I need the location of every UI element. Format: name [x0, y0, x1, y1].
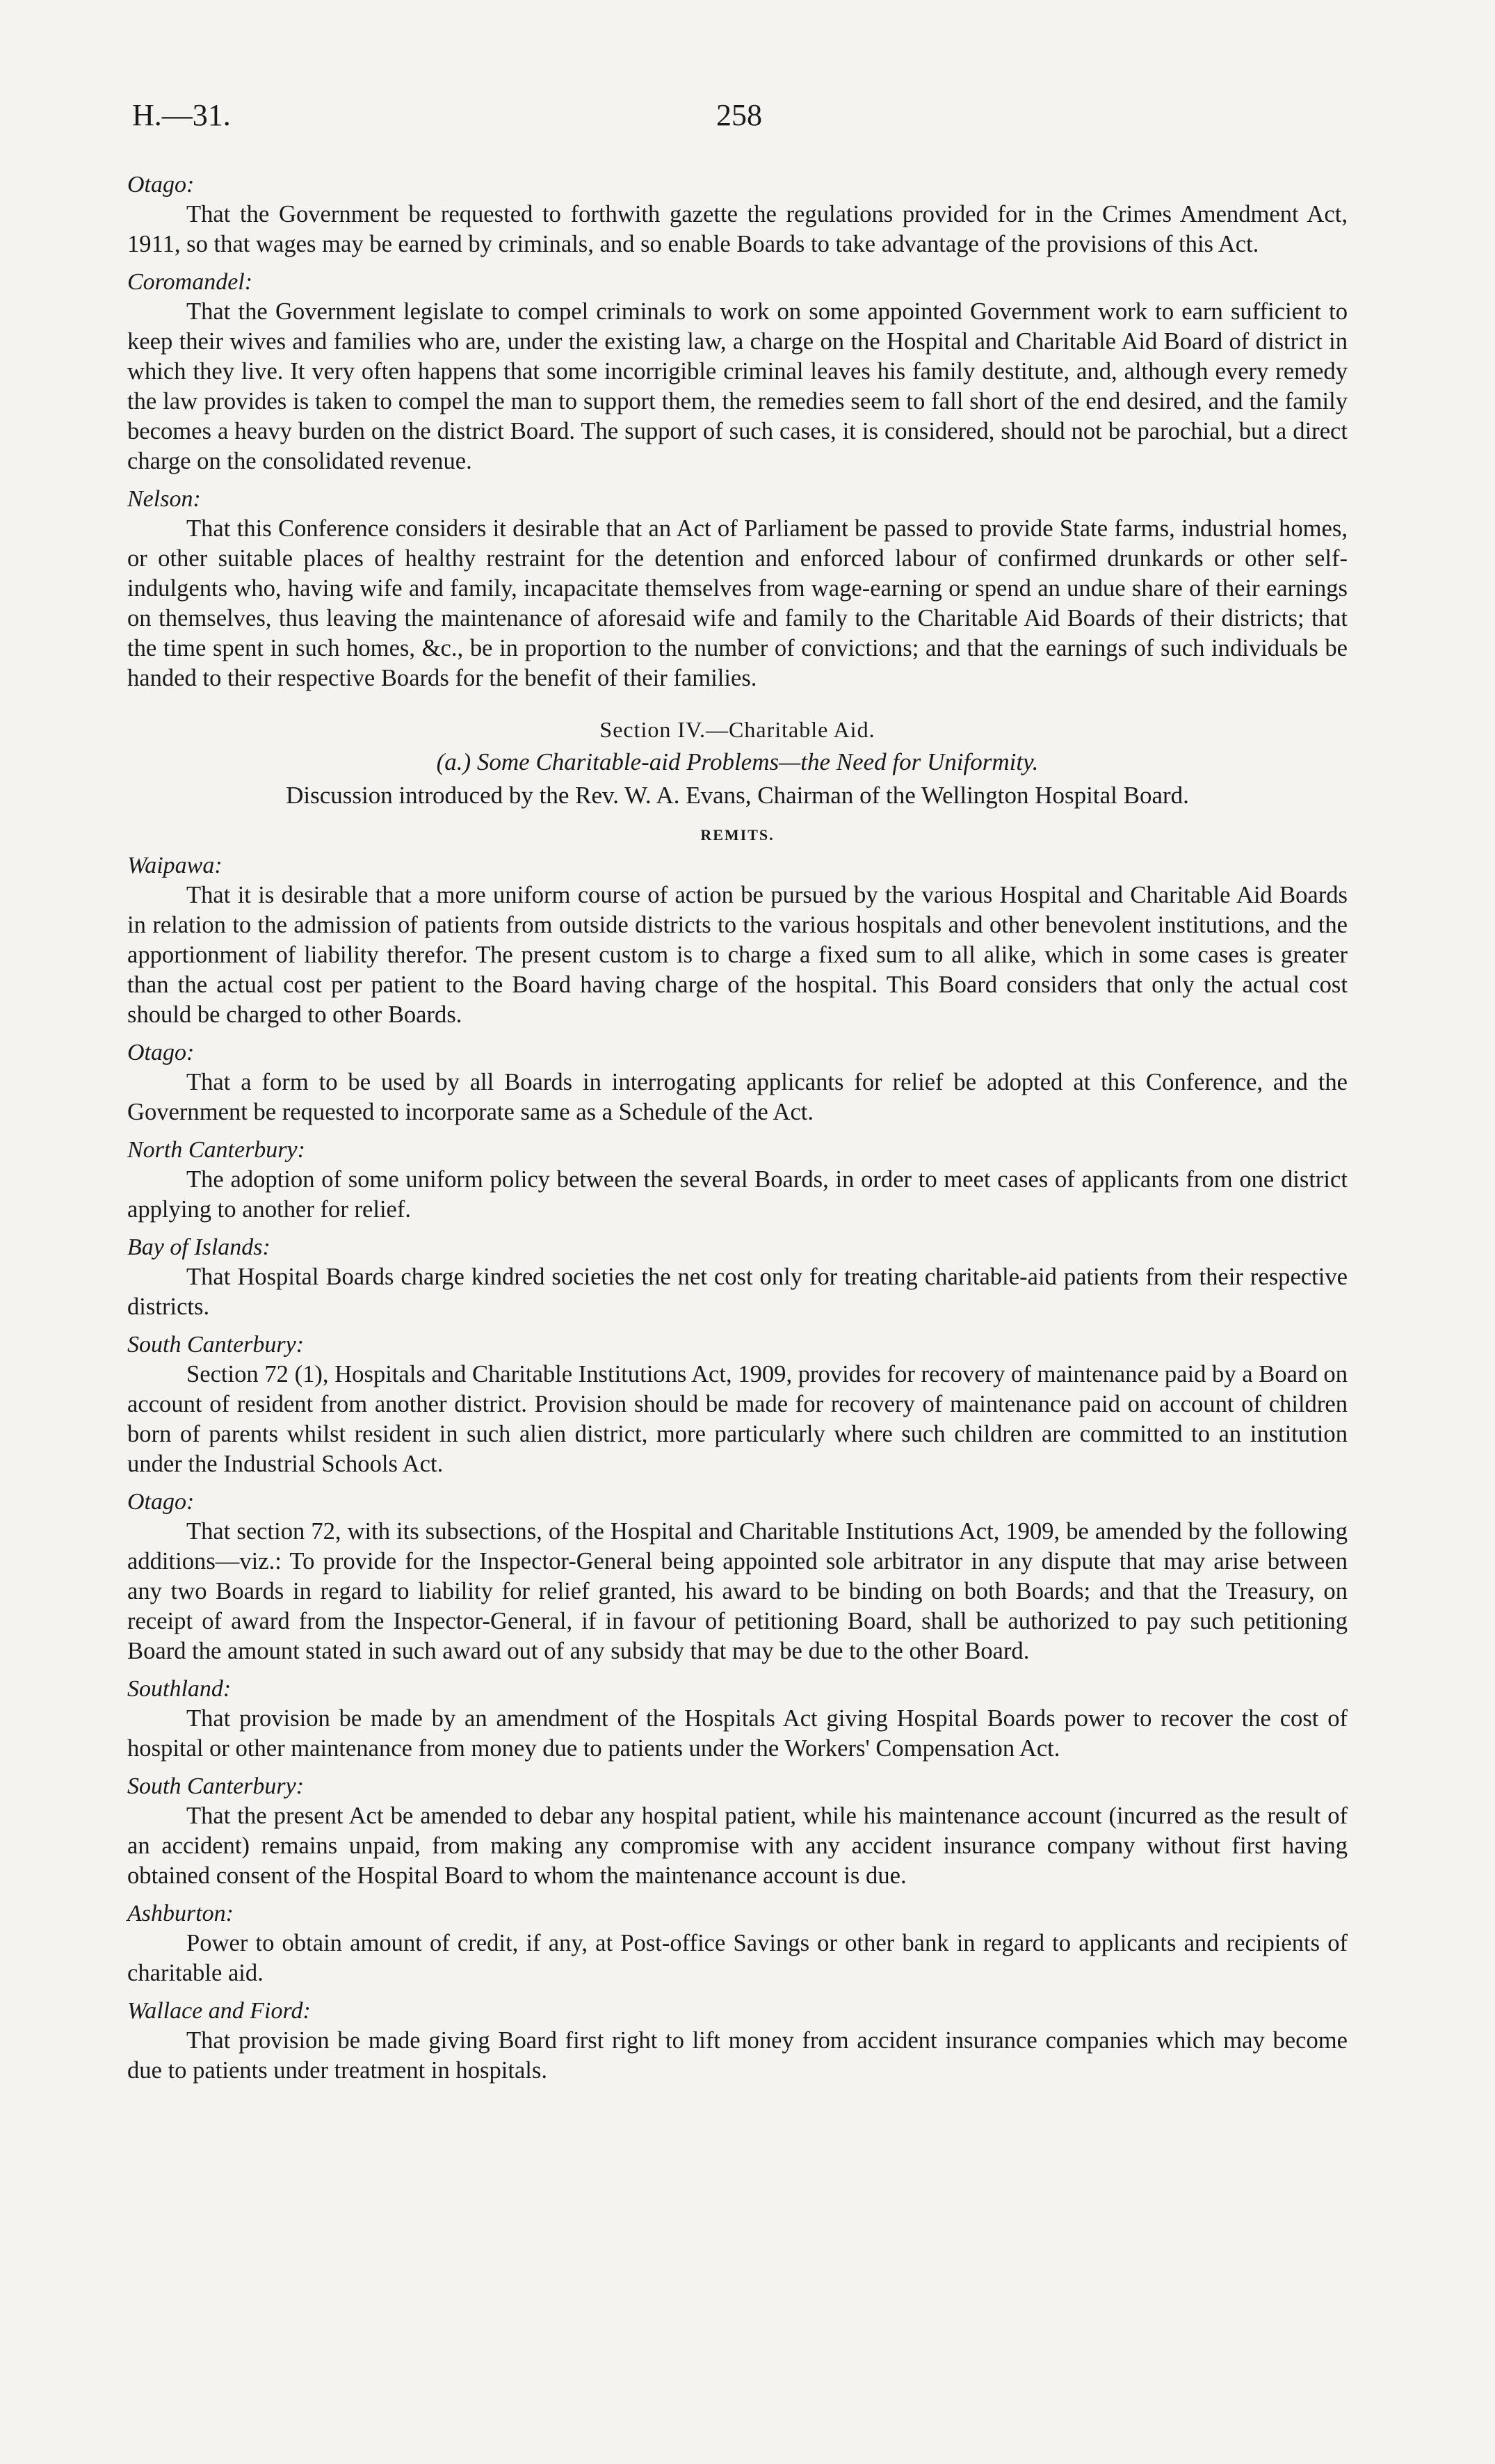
remit-source: Waipawa:: [127, 853, 223, 878]
remit-source: Nelson:: [127, 486, 201, 512]
remit-block: [127, 170, 1348, 259]
remit-source: Otago:: [127, 1040, 195, 1065]
remit-source: South Canterbury:: [127, 1332, 305, 1358]
remit-text: That this Conference considers it desirable that an Act of Parliament be passed to provide State farms, industrial homes, or other suitable places of healthy restraint for the detention and enforced labour of confirmed drunkards or other self-indulgents who, having wife and family, incapacitate themselves from wage-earning or spend an undue share of their earnings on themselves, thus leaving the maintenance of aforesaid wife and family to the Charitable Aid Boards of their districts; that the time spent in such homes, &c., be in proportion to the number of convictions; and that the earnings of such individuals be handed to their respective Boards for the benefit of their families.: [127, 515, 1348, 691]
remit-block: [127, 1038, 1348, 1127]
page-content: [127, 170, 1348, 2094]
remit-text: That it is desirable that a more uniform course of action be pursued by the various Hospital and Charitable Aid Boards in relation to the admission of patients from outside districts to the various hospitals and other benevolent institutions, and the apportionment of liability therefor. The present custom is to charge a fixed sum to all alike, which in some cases is greater than the actual cost per patient to the Board having charge of the hospital. This Board considers that only the actual cost should be charged to other Boards.: [127, 882, 1348, 1028]
remit-source: Bay of Islands:: [127, 1234, 270, 1260]
remit-text: Section 72 (1), Hospitals and Charitable Institutions Act, 1909, provides for recovery of maintenance paid by a Board on account of resident from another district. Provision should be made for recovery of maintenance paid on account of children born of parents whilst resident in such alien district, more particularly where such children are committed to an institution under the Industrial Schools Act.: [127, 1361, 1348, 1477]
remit-source: South Canterbury:: [127, 1773, 305, 1799]
remit-block: [127, 1772, 1348, 1891]
remit-text: That a form to be used by all Boards in interrogating applicants for relief be adopted at this Conference, and the Government be requested to incorporate same as a Schedule of the Act.: [127, 1069, 1348, 1125]
remit-source: Southland:: [127, 1676, 232, 1702]
remit-text: Power to obtain amount of credit, if any, at Post-office Savings or other bank in regard to applicants and recipients of charitable aid.: [127, 1930, 1348, 1986]
remit-text: That provision be made giving Board first right to lift money from accident insurance companies which may become due to patients under treatment in hospitals.: [127, 2027, 1348, 2084]
remit-block: [127, 1136, 1348, 1225]
remit-text: That the Government legislate to compel criminals to work on some appointed Government work to earn sufficient to keep their wives and families who are, under the existing law, a charge on the Hospital and Charitable Aid Board of district in which they live. It very often happens that some incorrigible criminal leaves his family destitute, and, although every remedy the law provides is taken to compel the man to support them, the remedies seem to fall short of the end desired, and the family becomes a heavy burden on the district Board. The support of such cases, it is considered, should not be parochial, but a direct charge on the consolidated revenue.: [127, 298, 1348, 474]
remit-block: [127, 1330, 1348, 1479]
remit-text: That provision be made by an amendment of the Hospitals Act giving Hospital Boards power to recover the cost of hospital or other maintenance from money due to patients under the Workers' Compensation Act.: [127, 1705, 1348, 1762]
remit-source: Wallace and Fiord:: [127, 1998, 311, 2024]
remit-text: That section 72, with its subsections, of the Hospital and Charitable Institutions Act, 1909, be amended by the following additions—viz.: To provide for the Inspector-General being appointed sole arbitrator in any dispute that may arise between any two Boards in regard to liability for relief granted, his award to be binding on both Boards; and that the Treasury, on receipt of award from the Inspector-General, if in favour of petitioning Board, shall be authorized to pay such petitioning Board the amount stated in such award out of any subsidy that may be due to the other Board.: [127, 1518, 1348, 1664]
remit-source: Otago:: [127, 1489, 195, 1515]
remit-block: [127, 485, 1348, 693]
remit-block: [127, 1488, 1348, 1666]
remits-heading: REMITS.: [700, 826, 775, 844]
subsection-title: (a.) Some Charitable-aid Problems—the Need for Uniformity.: [436, 748, 1039, 775]
remit-block: [127, 1997, 1348, 2086]
remit-block: [127, 1675, 1348, 1764]
remit-text: The adoption of some uniform policy between the several Boards, in order to meet cases of applicants from one district applying to another for relief.: [127, 1166, 1348, 1223]
remit-block: [127, 851, 1348, 1030]
page-header: [132, 97, 1370, 146]
remit-block: [127, 1899, 1348, 1988]
discussion-intro: Discussion introduced by the Rev. W. A. Evans, Chairman of the Wellington Hospital Board.: [286, 782, 1189, 809]
section-title: Section IV.—Charitable Aid.: [599, 717, 875, 742]
remit-text: That the Government be requested to forthwith gazette the regulations provided for in the Crimes Amendment Act, 1911, so that wages may be earned by criminals, and so enable Boards to take advantage of the provisions of this Act.: [127, 201, 1348, 257]
remit-block: [127, 268, 1348, 476]
page-number: 258: [716, 98, 762, 132]
remit-source: Ashburton:: [127, 1901, 234, 1926]
document-code: H.—31.: [132, 98, 231, 132]
remit-source: Otago:: [127, 172, 195, 198]
remit-text: That the present Act be amended to debar any hospital patient, while his maintenance account (incurred as the result of an accident) remains unpaid, from making any compromise with any accident insurance company without first having obtained consent of the Hospital Board to whom the maintenance account is due.: [127, 1803, 1348, 1889]
remit-source: North Canterbury:: [127, 1137, 305, 1163]
remit-text: That Hospital Boards charge kindred societies the net cost only for treating charitable-aid patients from their respective districts.: [127, 1264, 1348, 1320]
remit-source: Coromandel:: [127, 269, 253, 295]
remit-block: [127, 1233, 1348, 1322]
